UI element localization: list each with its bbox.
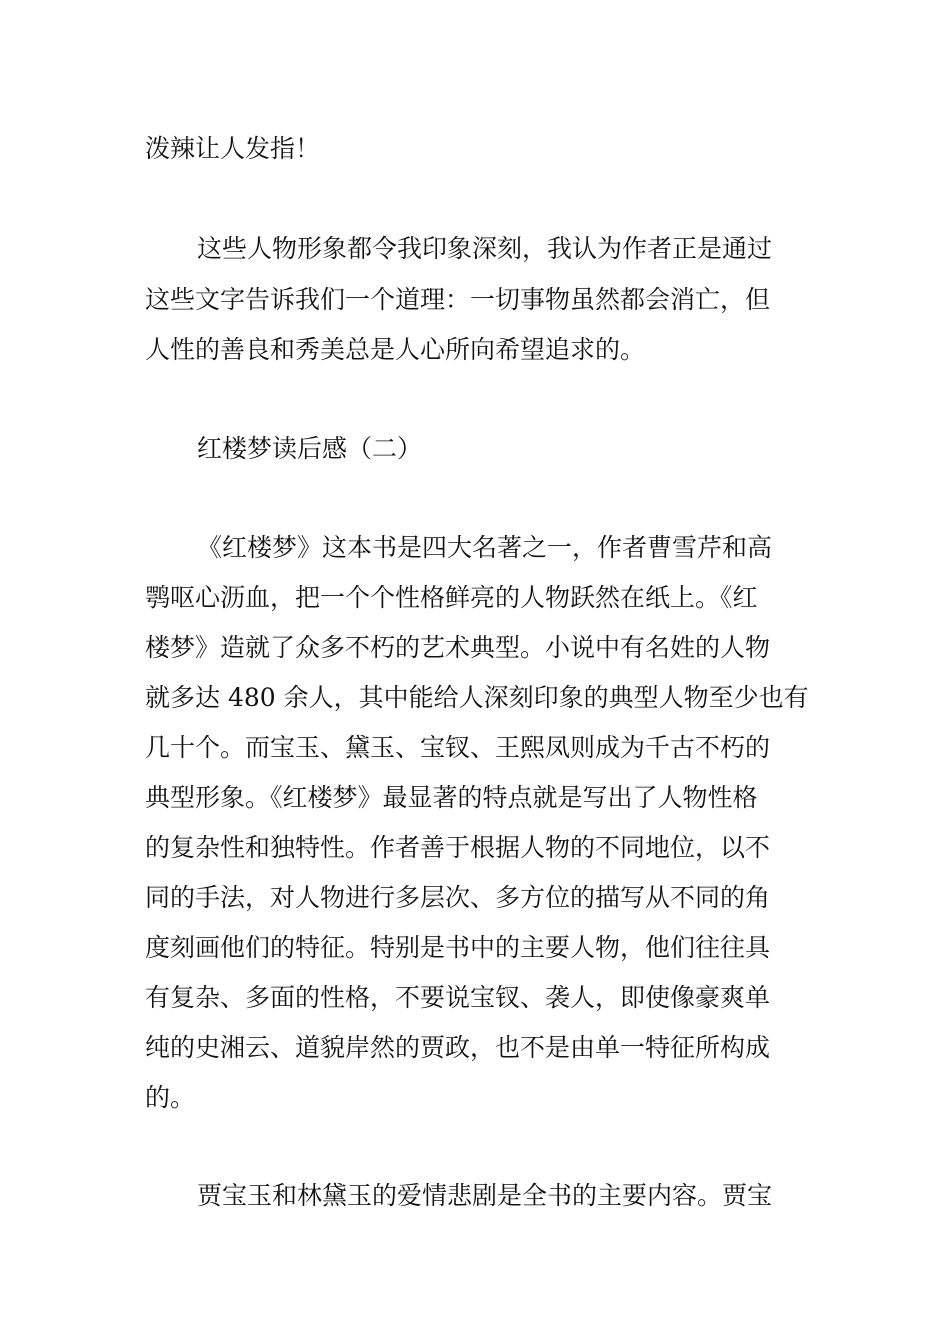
text-line: 人性的善良和秀美总是人心所向希望追求的。 bbox=[145, 335, 646, 364]
text-line: 这些文字告诉我们一个道理：一切事物虽然都会消亡，但 bbox=[145, 285, 771, 314]
text-line: 度刻画他们的特征。特别是书中的主要人物，他们往往具 bbox=[145, 933, 771, 962]
section-heading: 红楼梦读后感（二） bbox=[197, 434, 423, 463]
text-line: 泼辣让人发指！ bbox=[145, 134, 321, 163]
text-line: 的。 bbox=[145, 1083, 196, 1112]
text-line: 有复杂、多面的性格，不要说宝钗、袭人，即使像豪爽单 bbox=[145, 983, 771, 1012]
text-line: 典型形象。《红楼梦》最显著的特点就是写出了人物性格 bbox=[145, 783, 758, 812]
text-line: 纯的史湘云、道貌岸然的贾政，也不是由单一特征所构成 bbox=[145, 1033, 771, 1062]
paragraph-first-line: 《红楼梦》这本书是四大名著之一，作者曹雪芹和高 bbox=[197, 533, 773, 562]
paragraph-first-line: 这些人物形象都令我印象深刻，我认为作者正是通过 bbox=[197, 234, 773, 263]
text-line: 就多达 480 余人，其中能给人深刻印象的典型人物至少也有 bbox=[145, 683, 809, 712]
paragraph-first-line: 贾宝玉和林黛玉的爱情悲剧是全书的主要内容。贾宝 bbox=[197, 1181, 773, 1210]
text-line: 同的手法，对人物进行多层次、多方位的描写从不同的角 bbox=[145, 883, 771, 912]
text-line: 的复杂性和独特性。作者善于根据人物的不同地位，以不 bbox=[145, 833, 771, 862]
text-line: 几十个。而宝玉、黛玉、宝钗、王熙凤则成为千古不朽的 bbox=[145, 733, 771, 762]
text-line: 鹗呕心沥血，把一个个性格鲜亮的人物跃然在纸上。《红 bbox=[145, 583, 758, 612]
text-line: 楼梦》造就了众多不朽的艺术典型。小说中有名姓的人物 bbox=[145, 633, 771, 662]
